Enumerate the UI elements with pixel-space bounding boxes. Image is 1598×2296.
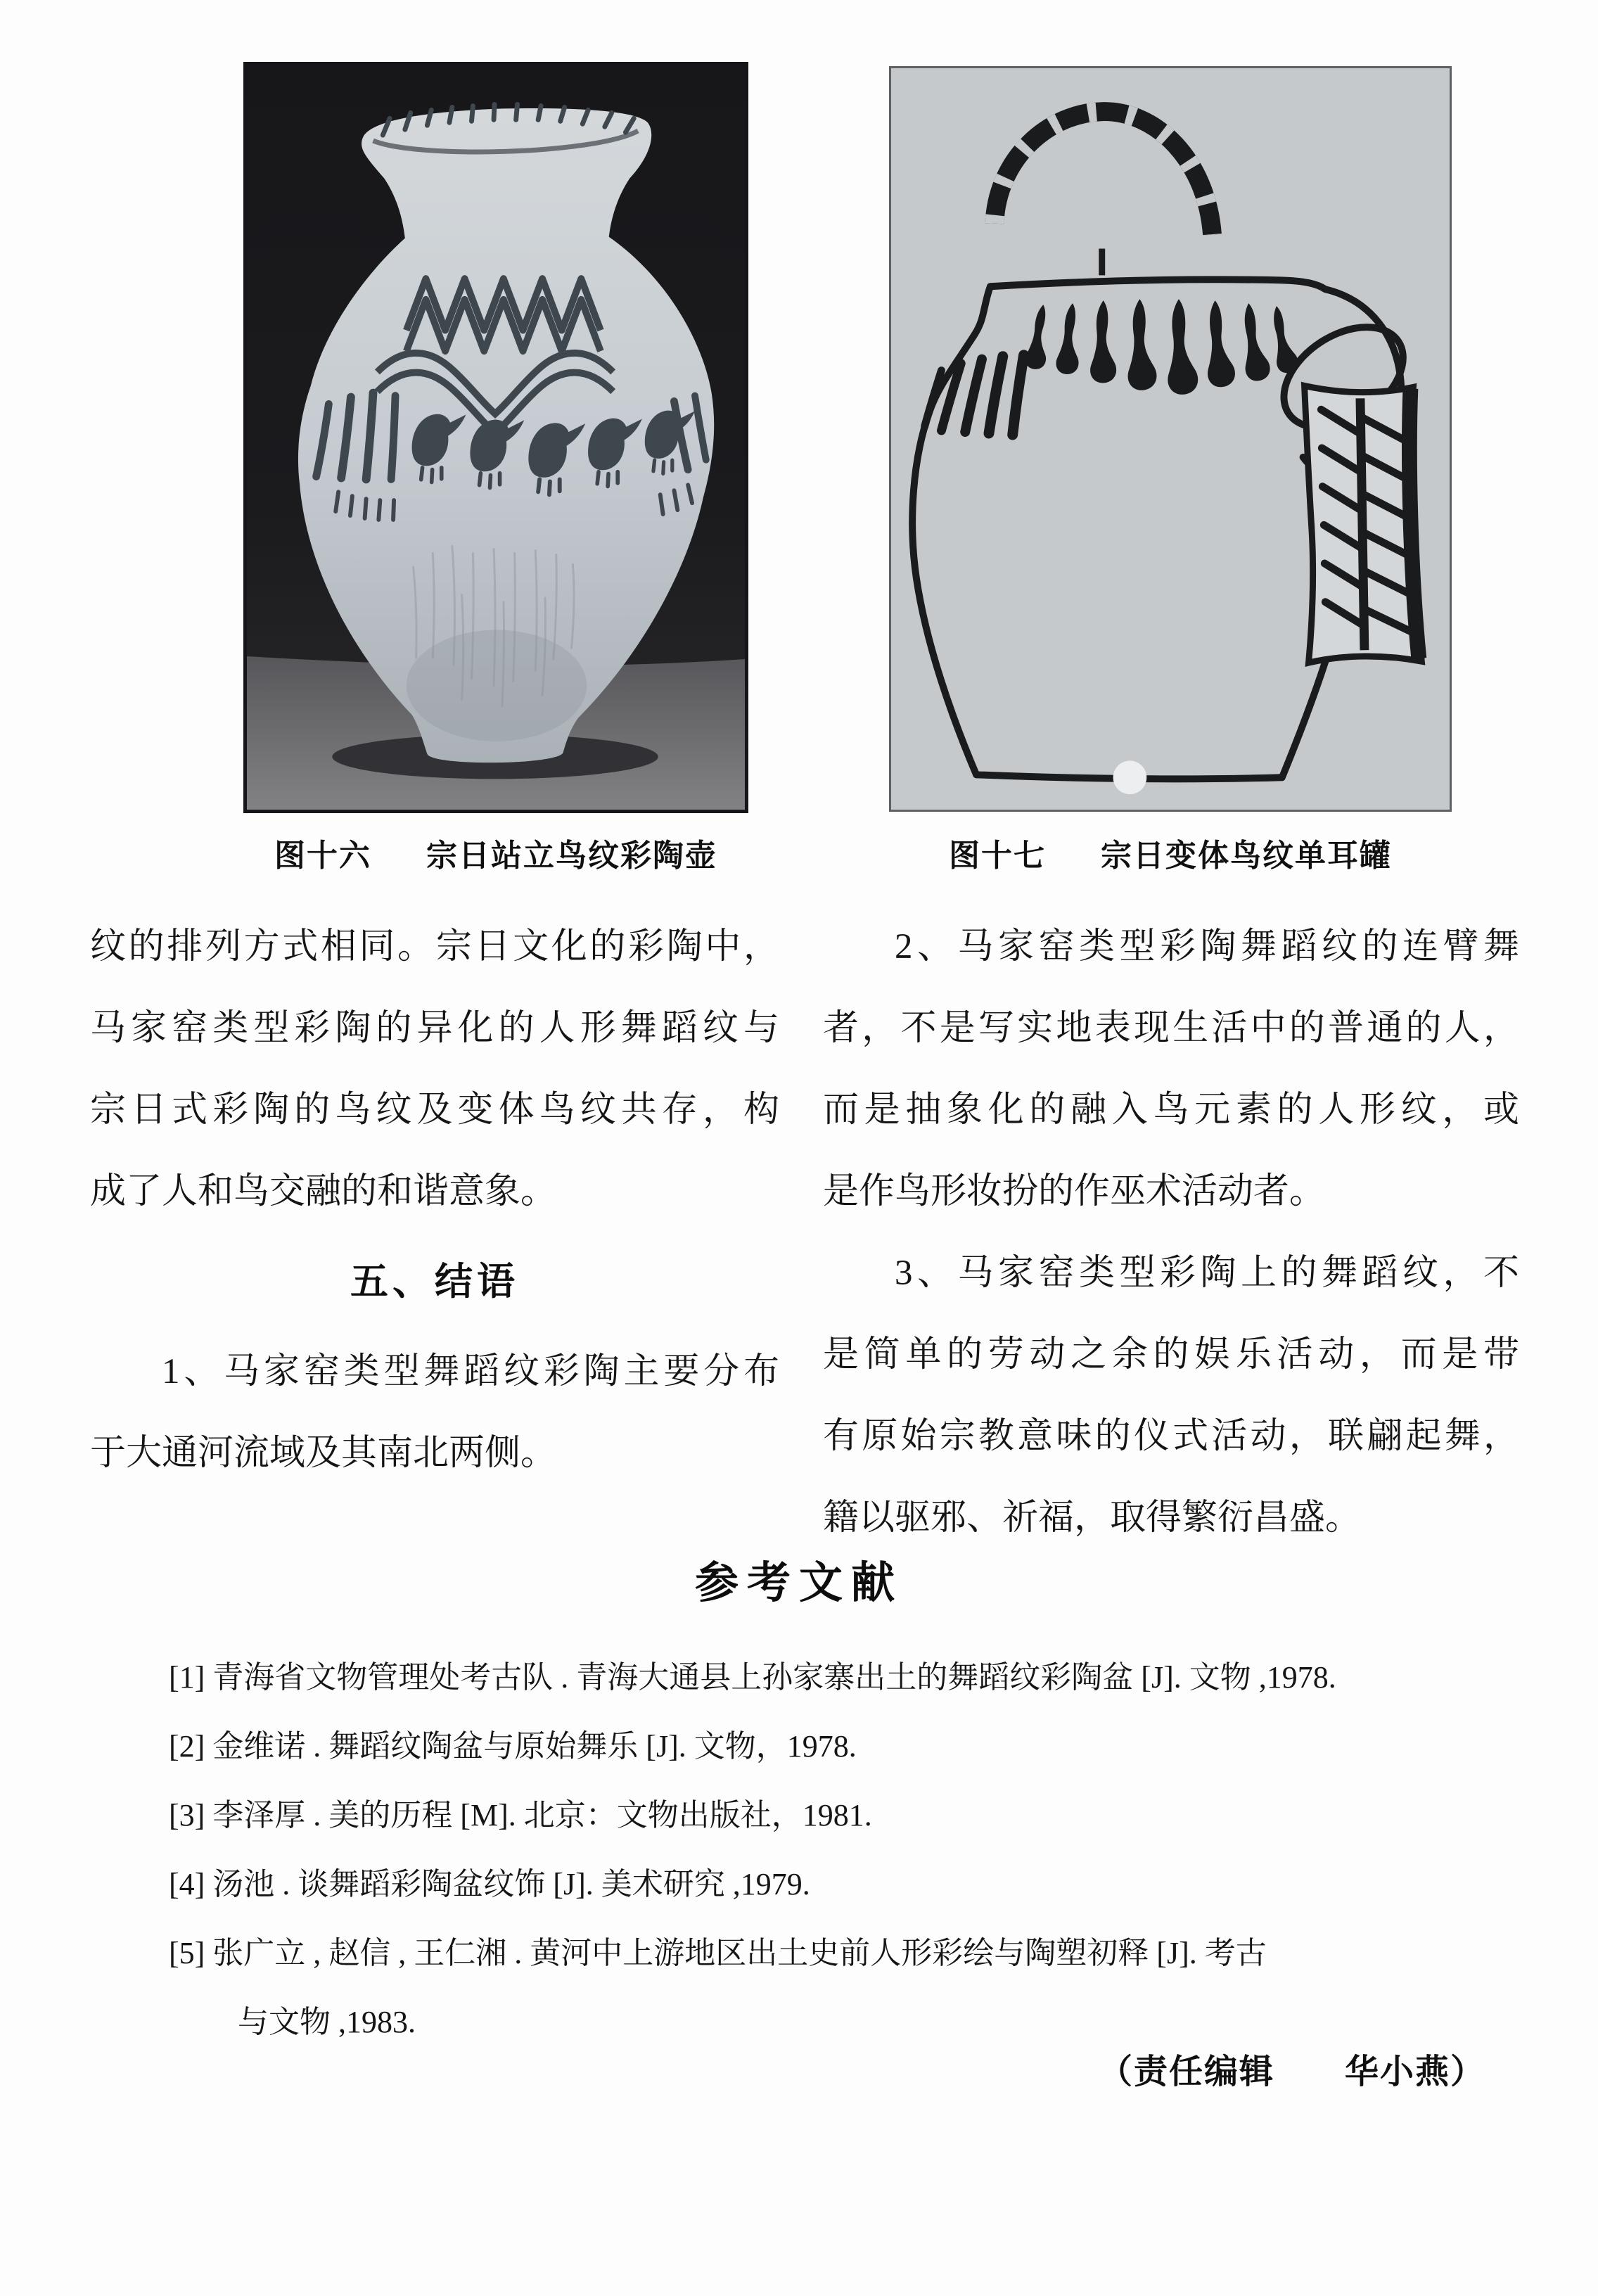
references-list: [169, 1643, 1519, 2057]
figure-17-caption: [889, 830, 1452, 875]
left-column: [90, 906, 779, 1494]
figure-17-title: 宗日变体鸟纹单耳罐: [1101, 838, 1392, 873]
figure-16-photo: [243, 62, 748, 813]
text-line: 马家窑类型彩陶的异化的人形舞蹈纹与: [90, 1009, 779, 1048]
text-line: 是简单的劳动之余的娱乐活动，而是带: [823, 1335, 1519, 1375]
reference-item: [4] 汤池 . 谈舞蹈彩陶盆纹饰 [J]. 美术研究 ,1979.: [169, 1867, 810, 1901]
jar-drawing-svg: [891, 68, 1450, 810]
editor-credit: （责任编辑 华小燕）: [1098, 2053, 1485, 2091]
text-line: 籍以驱邪、祈福，取得繁衍昌盛。: [823, 1498, 1362, 1538]
reference-item: [2] 金维诺 . 舞蹈纹陶盆与原始舞乐 [J]. 文物，1978.: [169, 1729, 857, 1764]
right-column: [823, 906, 1519, 1559]
vase-photo-svg: [247, 65, 745, 810]
figure-17-label: 图十七: [949, 838, 1046, 873]
figure-17-drawing: [889, 66, 1452, 812]
text-line: 是作鸟形妆扮的作巫术活动者。: [823, 1172, 1326, 1211]
reference-item: [3] 李泽厚 . 美的历程 [M]. 北京：文物出版社，1981.: [169, 1798, 872, 1832]
references-heading: 参考文献: [694, 1559, 903, 1607]
herringbone-band: [1305, 385, 1422, 663]
figure-16-caption: [243, 830, 748, 875]
text-line: 纹的排列方式相同。宗日文化的彩陶中，: [90, 927, 779, 967]
reference-item-continuation: 与文物 ,1983.: [238, 2005, 416, 2039]
figure-16-label: 图十六: [274, 838, 371, 873]
text-line: 成了人和鸟交融的和谐意象。: [90, 1172, 557, 1211]
base-notch: [1113, 760, 1147, 794]
text-line: 2、马家窑类型彩陶舞蹈纹的连臂舞: [895, 927, 1519, 967]
text-line: 3、马家窑类型彩陶上的舞蹈纹，不: [895, 1254, 1519, 1293]
text-line: 而是抽象化的融入鸟元素的人形纹，或: [823, 1090, 1519, 1130]
reference-item: [5] 张广立 , 赵信 , 王仁湘 . 黄河中上游地区出土史前人形彩绘与陶塑初释 [J]. 考古: [169, 1936, 1267, 1970]
text-line: 有原始宗教意味的仪式活动，联翩起舞，: [823, 1417, 1519, 1456]
section-heading-conclusion: 五、结语: [350, 1261, 519, 1303]
text-line: 宗日式彩陶的鸟纹及变体鸟纹共存，构: [90, 1090, 779, 1130]
text-line: 于大通河流域及其南北两侧。: [90, 1434, 557, 1473]
reference-item: [1] 青海省文物管理处考古队 . 青海大通县上孙家寨出土的舞蹈纹彩陶盆 [J]. 文物 ,1978.: [169, 1660, 1336, 1695]
text-line: 者，不是写实地表现生活中的普通的人，: [823, 1009, 1519, 1048]
figure-16-title: 宗日站立鸟纹彩陶壶: [426, 838, 717, 873]
body-shading: [407, 630, 587, 741]
text-line: 1、马家窑类型舞蹈纹彩陶主要分布: [162, 1352, 779, 1391]
